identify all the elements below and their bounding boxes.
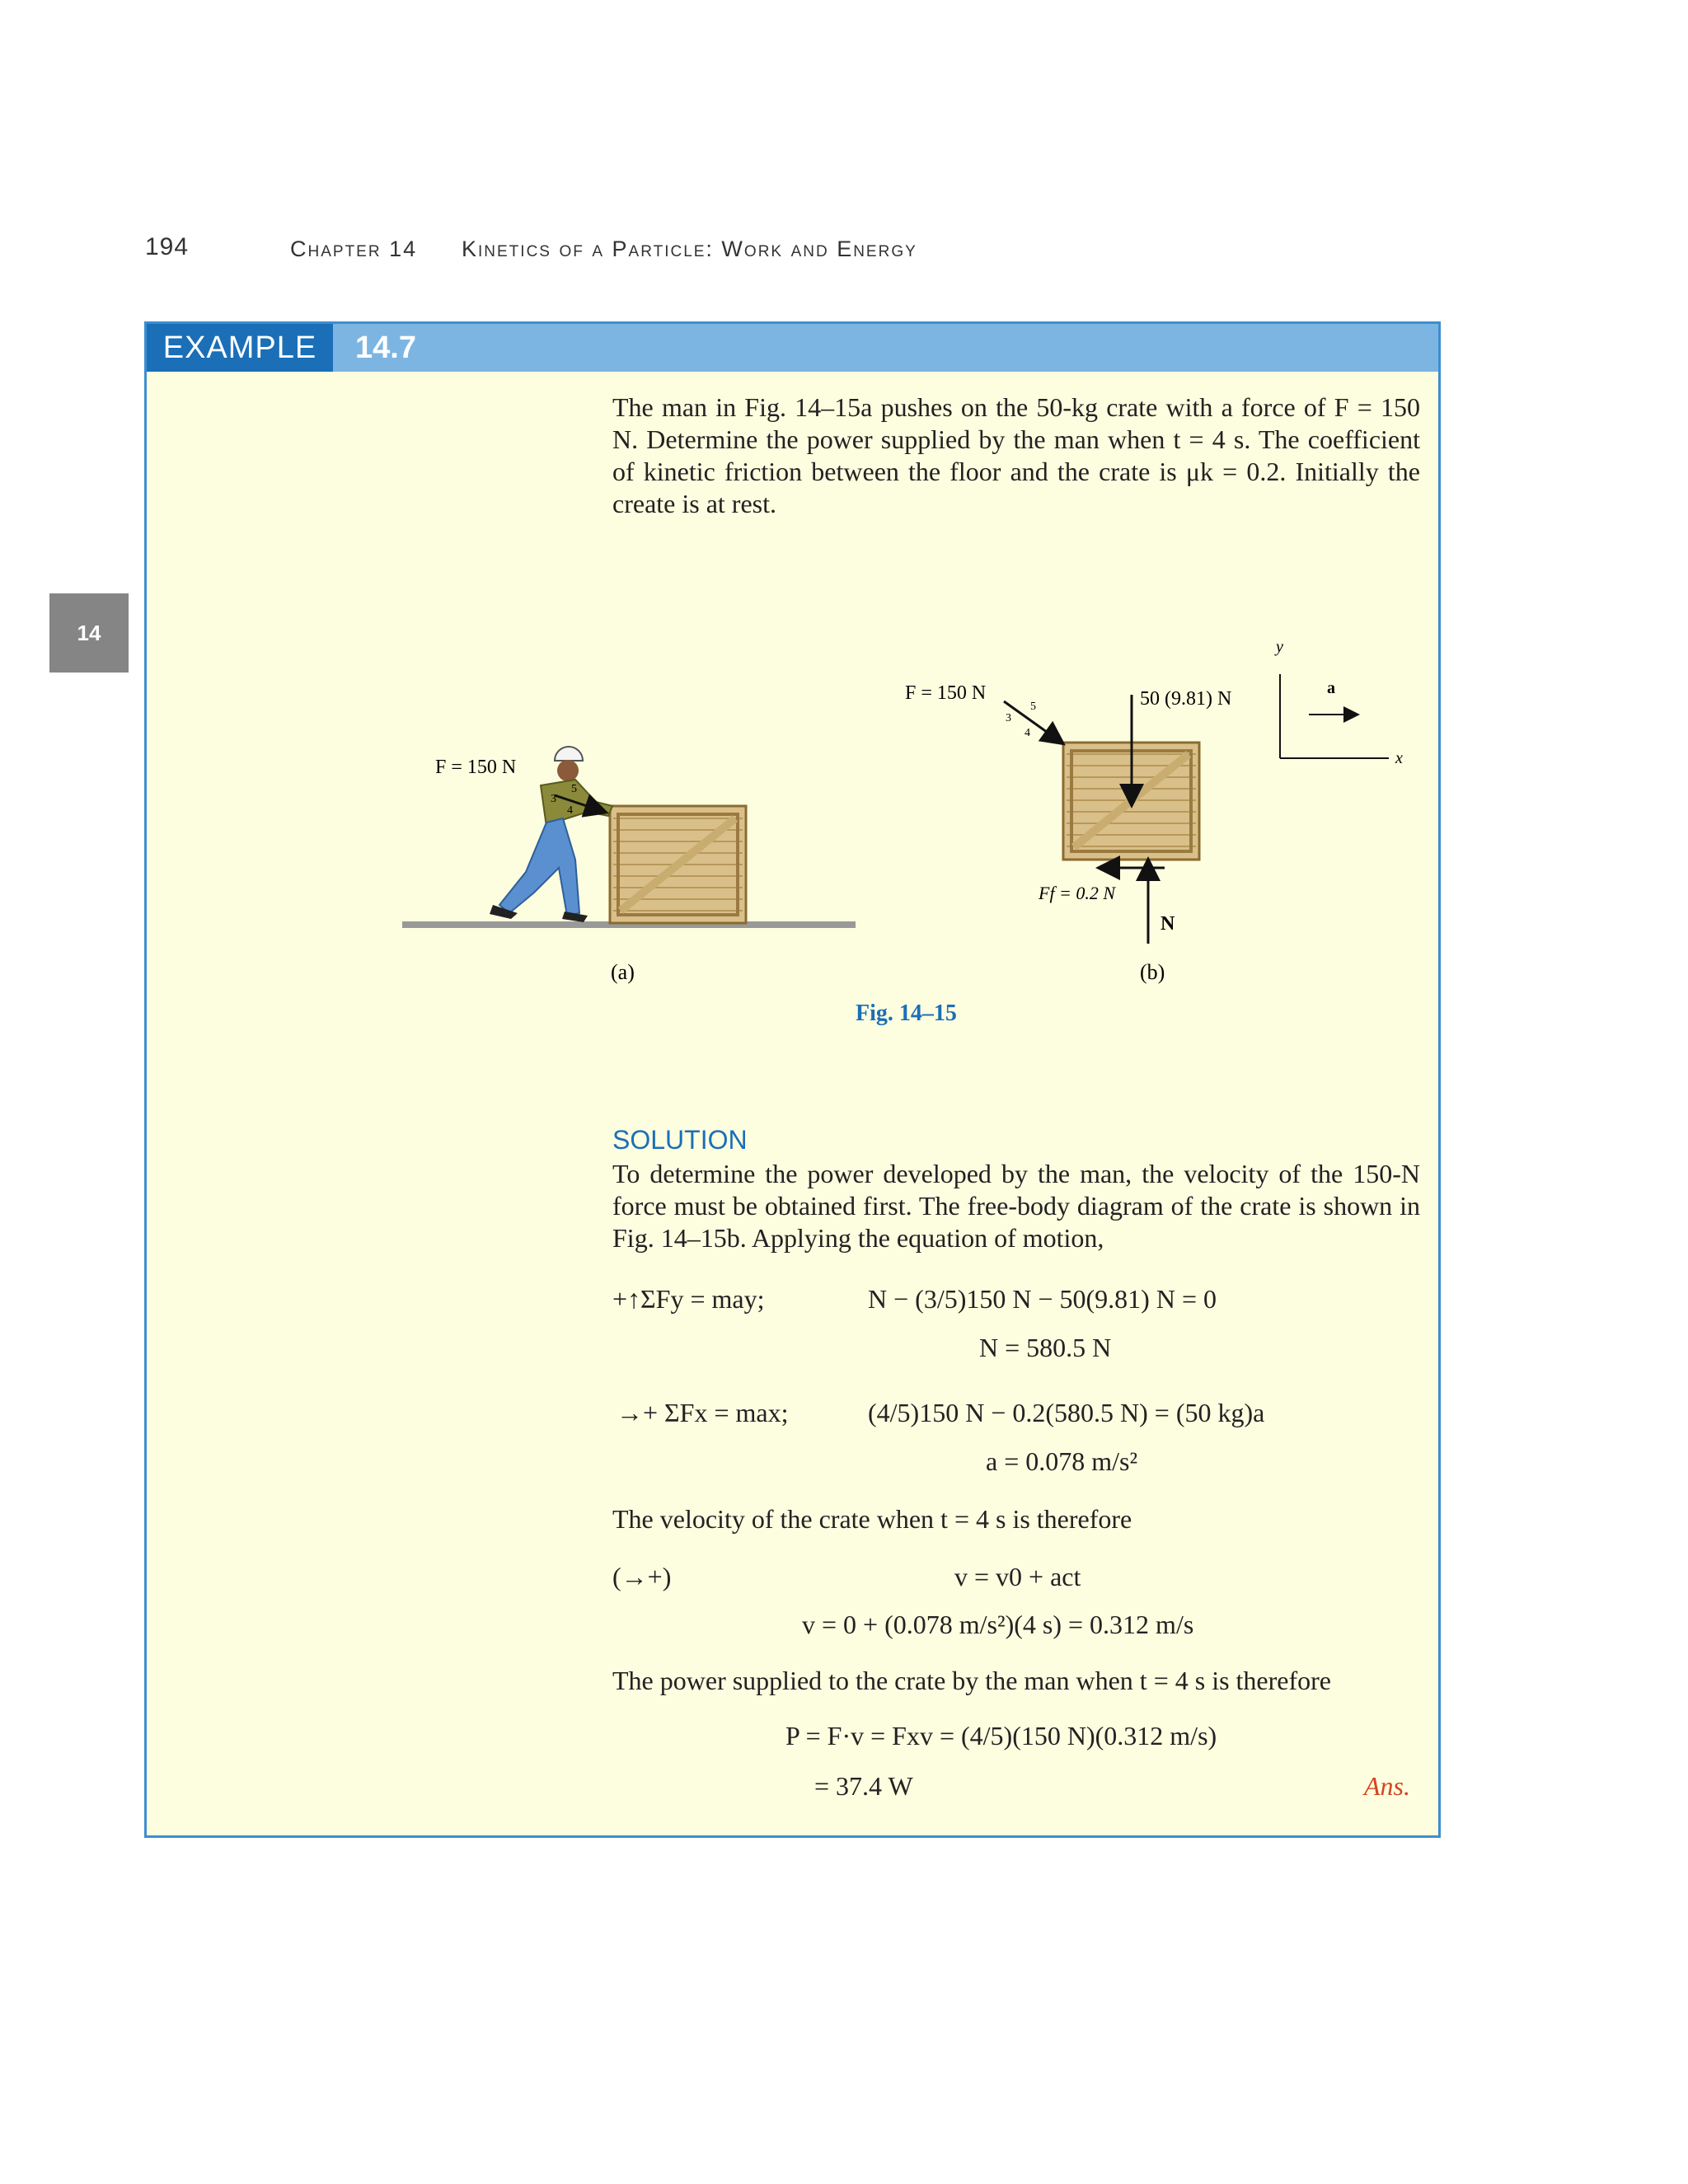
problem-statement: The man in Fig. 14–15a pushes on the 50-kg crate with a force of F = 150 N. Determine the power supplied by the man when t = 4 s. The coefficient of kinetic friction between the floor and the crate is μk = 0.2. Initially the create is at rest. [612,392,1420,518]
fig-b-ratio-4: 4 [1025,727,1030,739]
eq3-rhs: v = v0 + act [954,1562,1081,1591]
power-text: The power supplied to the crate by the man when t = 4 s is therefore [612,1666,1331,1695]
chapter-title: Kinetics of a Particle: Work and Energy [462,237,917,261]
example-box [144,321,1441,1838]
page-number: 194 [145,233,190,260]
eq2-lhs: →+ ΣFx = max; [617,1398,789,1427]
eq1-result: N = 580.5 N [979,1333,1112,1362]
fig-b-axis-y: y [1276,638,1283,656]
eq1-rhs: N − (3/5)150 N − 50(9.81) N = 0 [868,1284,1217,1314]
solution-intro: To determine the power developed by the man, the velocity of the 150-N force must be obtained first. The free-body diagram of the crate is shown in Fig. 14–15b. Applying the equation of motion, [612,1159,1420,1253]
fig-a-ratio-3: 3 [551,793,556,805]
answer-marker: Ans. [1364,1771,1410,1801]
figure-caption: Fig. 14–15 [856,1001,957,1026]
fig-b-ratio-3: 3 [1006,712,1011,724]
solution-heading: SOLUTION [612,1125,748,1155]
fig-b-accel-label: a [1327,679,1335,697]
eq4: P = F·v = Fxv = (4/5)(150 N)(0.312 m/s) [785,1721,1217,1750]
fig-a-caption: (a) [611,960,635,984]
eq1-lhs: +↑ΣFy = may; [612,1284,765,1314]
fig-b-ratio-5: 5 [1030,701,1036,713]
fig-b-weight-label: 50 (9.81) N [1140,688,1232,710]
fig-b-caption: (b) [1140,960,1165,984]
fig-b-force-label: F = 150 N [905,682,987,704]
eq2-rhs: (4/5)150 N − 0.2(580.5 N) = (50 kg)a [868,1398,1265,1427]
example-label: EXAMPLE [147,324,333,372]
eq4-result: = 37.4 W [814,1771,913,1801]
fig-a-ratio-5: 5 [571,783,577,795]
example-number: 14.7 [355,330,416,365]
eq3-result: v = 0 + (0.078 m/s²)(4 s) = 0.312 m/s [802,1610,1194,1639]
figure-14-15 [147,324,1438,1148]
eq2-result: a = 0.078 m/s² [986,1446,1138,1476]
chapter-label: Chapter 14 [290,237,418,261]
fig-b-axis-x: x [1395,749,1403,767]
fig-a-ratio-4: 4 [567,804,573,817]
eq3-lhs: (→+) [612,1562,672,1591]
velocity-text: The velocity of the crate when t = 4 s is therefore [612,1504,1132,1534]
fig-b-normal-label: N [1160,913,1175,935]
chapter-side-tab: 14 [49,593,129,673]
crate-a [610,806,746,923]
fig-a-force-label: F = 150 N [435,757,517,778]
fig-b-friction-label: Ff = 0.2 N [1039,883,1116,903]
